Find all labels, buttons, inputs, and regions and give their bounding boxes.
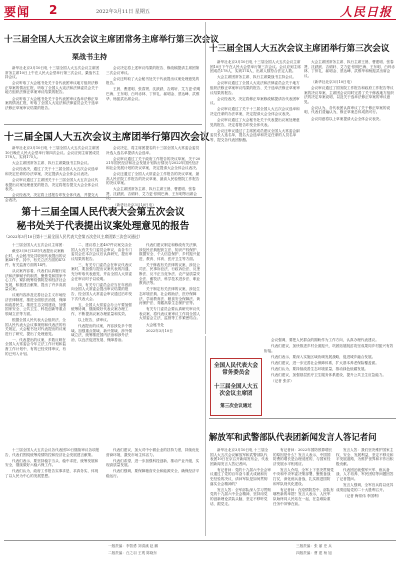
article-d-para: 十三届全国人大五次会议主席团： <box>12 243 66 247</box>
section-rule <box>4 124 202 125</box>
article-e-para: 有记者问：2022年国防预算增长的原因是什么？发言人表示，中国国防费的增长是合理适度的，与国家经济发展水平相适应。 <box>273 448 333 466</box>
article-e-para: 代表团还就强军兴军、练兵备战、人才培养、军民团结等问题回答了记者提问。 <box>336 467 394 482</box>
article-c-para: （新华社北京3月10日电） <box>113 202 156 207</box>
article-d-para: 以上报告，请审议。 <box>78 317 111 322</box>
article-d-para: 关于制定有关法律的议案，涉及生态环境法典、社会救助法、医疗保障法、学前教育法、粮食安全保障法、黄河保护法、青藏高原生态保护法等。 <box>139 287 201 306</box>
article-d-para: 有关专门委员会要认真研究审议代表议案，将代表议案审议工作同全国人大常委会立法、监督等工作紧密结合。 <box>139 307 201 321</box>
article-e-para: 发言人介绍，全军上下坚决贯彻党中央和中央军委决策部署，聚焦备战打仗，深化练兵备战，扎实推进国防和军队现代化建设。 <box>273 467 334 486</box>
article-e-col1 <box>210 448 271 536</box>
footer-editors-1: 一版责编：李智勇 刘涓溪 赵 鹏 <box>108 544 159 548</box>
article-b-para: （新华社北京3月10日电） <box>311 79 354 84</box>
article-d-para: 四、有关专门委员会应当在年底前向全国人大常委会提出审议结果的报告，经全国人大常委会审议通过后印发下次代表大会。 <box>71 282 133 301</box>
article-e-para: 有记者问：党的十九届六中全会审议通过了党的百年奋斗重大成就和历史经验的决议，请问军队是如何贯彻落实全会精神的？ <box>210 467 271 486</box>
article-d-para: 代表们建议制定和修改有关法律，涉及民法典配套立法、知识产权保护、数据安全、个人信息保护、乡村振兴促进、教育、体育、医疗卫生等方面。 <box>139 243 201 261</box>
article-e-col2 <box>273 448 334 536</box>
article-g-para: 代表们建议，加快推进乡村全面振兴，巩固拓展脱贫攻坚成果同乡村振兴有效衔接。 <box>264 344 394 353</box>
article-a-para: 会议听取了大会秘书处关于各代表团审议地方组织法修正草案的情况汇报，听取了全国人大宪法和法律委员会关于地方组织法修正草案审议结果的报告。 <box>5 81 99 95</box>
article-e-para: 新华社北京3月10日电 十三届全国人大五次会议解放军和武警部队代表团10日在京召开新闻发布会，代表团新闻发言人答记者问。 <box>210 448 269 466</box>
article-d-para: 一、代表提出的议案，多数反映在全国人大常委会今年立法工作计划和监督工作计划中，有的已经安排审议，有的已列入计划。 <box>5 337 67 356</box>
article-e-para: 发言人答：我们坚决维护国家主权、安全、发展利益，坚定不移走和平发展道路，为维护世界和平作出积极贡献。 <box>336 448 394 466</box>
article-b-para: 会议审议通过了全国人大宪法和法律委员会关于地方组织法修正草案审议结果的报告、关于选举法修正草案审议结果的报告。 <box>210 81 300 95</box>
article-f-para: 代表们表示，要坚持稳字当头、稳中求进，统筹发展和安全，继续做好六稳六保工作。 <box>5 458 99 468</box>
article-g-para: 代表们建议，加强基层医疗卫生服务体系建设，提升公共卫生应急能力。 <box>271 373 386 378</box>
article-b-para: 会议审议通过了关于十三届全国人大五次会议选举和决定任命的办法草案，决定提请大会全体会议表决。 <box>210 107 300 116</box>
article-a-col1 <box>5 66 101 121</box>
article-d-col2 <box>71 243 135 443</box>
article-d-para: 三、有关专门委员会在审议代表议案时，要加强与提出议案代表的沟通，充分听取代表意见，并由全国人大常委会在审议时予以说明。 <box>71 262 133 281</box>
article-d-para: 关于修改有关法律的议案，涉及公司法、民事诉讼法、行政诉讼法、反垄断法、反不正当竞争法、农产品质量安全法、畜牧法、科学技术进步法、职业教育法等。 <box>139 262 201 286</box>
footer-editors-3: 三版责编：张 丽 史 兵 <box>296 544 332 548</box>
article-b-para: 会议认为，各代表团认真审议了关于修正草案的说明，代表们普遍认为，修正草案总体成熟可行。 <box>304 105 391 115</box>
article-d-para: 代表提出的议案，内容涉及多个领域。加强重点领域、新兴领域、涉外领域立法，统筹推进国内法治和涉外法治，以良法促进发展、保障善治。 <box>71 324 133 342</box>
article-d-col1 <box>5 243 67 443</box>
section-name: 要闻 <box>4 5 31 19</box>
article-b-col1 <box>210 60 301 332</box>
headline-standing-chairs-meeting: 十三届全国人大五次会议主席团常务主席举行第三次会议 <box>4 35 219 45</box>
page-number: 2 <box>49 3 58 17</box>
section-rule <box>4 197 202 198</box>
pullquote-line1: 全国人民代表大会常务委员会 <box>213 363 258 376</box>
headline-report-line2: 秘书处关于代表提出议案处理意见的报告 <box>16 221 190 232</box>
article-d-para: 2022年3月10日 <box>146 328 173 333</box>
article-c-col1 <box>5 146 101 202</box>
article-c-para: 新华社北京3月10日电 十三届全国人大五次会议主席团10日晚在人民大会堂举行第四次会议。会议应到主席团成员178人，实到175人。 <box>5 146 100 160</box>
article-e-para: 有记者问：在疫情防控中，部队有哪些新的举措？发言人表示，人民军队始终同人民站在一起，在急难险重任务中冲锋在前。 <box>273 487 334 506</box>
pullquote-line3: 第三次会议通过 <box>220 404 252 409</box>
article-c-para: 会议审议通过了关于政府工作报告的决议草案、关于2021年国民经济和社会发展计划执行情况与2022年国民经济和社会发展计划的决议草案，决定提请大会全体会议表决。 <box>106 156 201 170</box>
article-b-para: 会议同意将以上草案提请大会全体会议表决。 <box>311 116 383 121</box>
article-g-col <box>264 338 396 434</box>
article-d-para: 议案内容涉及完善社会主义市场经济法律制度，推进全面依法治国，保障和改善民生，推进生态文明建设，加强国家安全、公共卫生、科技创新等重点领域立法等方面。 <box>5 293 67 316</box>
article-d-para: 根据全国人民代表大会组织法、全国人民代表大会议事规则和代表法的有关规定，大会秘书处对代表提出的议案进行了研究，提出了处理意见。 <box>5 317 67 336</box>
article-f-para: 十三届全国人大五次会议各代表团10日继续审议各项报告，代表们围绕统筹疫情防控和经济社会发展建言献策。 <box>5 448 100 457</box>
article-d-para: 从议案内容看，代表们认真履行宪法和法律赋予的职责，聚焦党和国家中心工作，紧扣统筹疫情防控和经济社会发展，积极建言献策，提出了许多高质量议案。 <box>5 268 67 292</box>
article-c-para: 会议决定，将主席团提名的十三届全国人大常委会委员补选人选名单提请大会选举。 <box>106 146 200 155</box>
article-a-para: 新华社北京3月10日电 十三届全国人大五次会议主席团常务主席10日上午在人民大会堂举行第三次会议，栗战书主持会议。 <box>5 66 100 80</box>
article-g-para: 代表们表示，要深入实施区域协调发展战略，促进城乡融合发展。 <box>271 354 376 359</box>
article-d-para: 二、建议将上述487件议案交由全国人大有关专门委员会审议，由各专门委员会在本次会议后认真研究，提出审议结果的报告。 <box>71 243 133 261</box>
article-b-para: 新华社北京3月10日电 十三届全国人大五次会议主席团10日下午在人民大会堂举行第三次会议。会议应到主席团成员178人，实到174人，出席人数符合法定人数。 <box>210 60 301 74</box>
article-c-para: 会议审议通过了主席团关于十三届全国人大五次会议代表提出议案处理意见的报告，决定将报告提交大会全体会议表决。 <box>5 178 99 192</box>
article-b-para: 大会主席团常务主席、执行主席王晨、曹建明、张春贤、沈跃跃、吉炳轩、艾力更·依明巴海、王东明、白玛赤林、丁仲礼、郝明金、蔡达峰、武维华和杨振武出席会议。 <box>304 60 395 78</box>
article-a-col2 <box>106 66 202 121</box>
article-c-para: 大会主席团常务主席、执行主席王晨、曹建明、张春贤、沈跃跃、吉炳轩、艾力更·依明巴海、王东明等出席会议。 <box>106 187 197 201</box>
article-b-para: 会议还审议通过了主席团成员建议全国人大常委会副委员长人选名单，提名大会选举和决定任命的人员名单等，提交各代表团酝酿。 <box>210 128 300 142</box>
article-g-para: 代表们建议，进一步完善社会保障体系，扩大基本养老保险覆盖面。 <box>271 360 379 365</box>
article-a-para: 会议还听取了大会秘书处关于代表提出议案处理意见的报告。 <box>106 76 200 86</box>
article-d-para: 大会秘书处 <box>146 322 164 327</box>
article-b-para: 会议经表决，决定将修正草案修改稿提请各代表团审议。 <box>210 96 300 106</box>
article-c-col2 <box>106 146 202 207</box>
article-f-para: 代表们希望，进一步加强科技创新，推动产业升级，实现高质量发展。 <box>106 458 200 468</box>
headline-presidium-fourth-meeting: 十三届全国人大五次会议主席团举行第四次会议 <box>4 132 210 143</box>
report-subheading: （2022年3月10日第十三届全国人民代表大会第五次会议主席团第三次会议通过） <box>4 234 143 239</box>
article-e-para: 发言人答：全军部队深入学习贯彻党的十九届六中全会精神，坚持用党的创新理论武装头脑，坚定不移听党话、跟党走。 <box>210 487 271 506</box>
headline-pla-press-conference: 解放军和武警部队代表团新闻发言人答记者问 <box>209 432 377 442</box>
article-g-para: （记者 张洋） <box>271 379 294 384</box>
issue-date: 2022年3月11日 星期五 <box>96 9 150 15</box>
footer-editors-4: 四版责编：曹 建 杨 旭 <box>296 551 332 555</box>
article-f-para: 代表们建议，加大对中小微企业的扶持力度，持续优化营商环境，激发市场主体活力。 <box>106 448 200 457</box>
headline-presidium-third-meeting: 十三届全国人大五次会议主席团举行第三次会议 <box>209 44 390 54</box>
article-c-para: 会议经表决，通过了关于十三届全国人大五次会议选举和决定任命的办法草案，决定提请大会全体会议表决。 <box>5 167 99 176</box>
newspaper-logo: 人民日报 <box>339 5 392 19</box>
footer-rule <box>4 540 396 541</box>
article-a-para: 会议决定将上述审议结果的报告、修改稿提请主席团第三次会议审议。 <box>106 66 200 75</box>
article-g-para: 代表们认为，要持续改善生态环境质量，推动绿色低碳发展。 <box>271 366 369 371</box>
pullquote-box <box>210 358 262 416</box>
article-f-col2 <box>106 448 202 533</box>
article-d-para: 五、全国人大常委会办公厅要加强统筹协调，继续做好代表议案办理工作，不断提高议案办理质量和实效。 <box>71 302 132 316</box>
footer-editors-2: 二版责编：白之羽 王观 陈晓东 <box>108 551 158 555</box>
article-e-para: 发言人强调，全军官兵将以优异成绩迎接党的二十大胜利召开。 <box>336 483 394 492</box>
article-a-para: 会议听取了大会秘书处关于各代表团审议选举法修正草案的情况汇报，听取了全国人大宪法和法律委员会关于选举法修正草案审议结果的报告。 <box>5 96 99 110</box>
article-c-para: 会议经表决，决定将上述报告印发全体代表，并提交大会表决。 <box>5 193 99 202</box>
article-b-para: 会议审议通过了国务院工作报告和政府工作报告等议案的决议草案，主席团会议同时完善了关于修改地方组织法的决定草案说明，以及关于选举法修正草案的审议意见。 <box>304 85 394 104</box>
article-d-para: 截至3月8日12时代表提出议案截止时，大会秘书处共收到代表提出的议案487件。其中，有关立法方面的473件，有关监督方面的14件。 <box>5 249 67 267</box>
article-c-para: 会议还通过了全国人大常委会工作报告的决议草案、最高人民法院工作报告的决议草案、最高人民检察院工作报告的决议草案。 <box>106 171 200 186</box>
section-rule <box>209 418 396 419</box>
article-b-para: 会议审议通过了大会秘书处关于代表提出议案处理意见的报告，决定将报告印发全体代表。 <box>210 118 300 127</box>
article-e-col3 <box>336 448 396 536</box>
article-c-para: 大会主席团常务主席、执行主席栗战书主持会议。 <box>12 161 92 166</box>
pullquote-line2: 十三届全国人大五次会议主席团 <box>213 384 258 397</box>
article-e-para: （记者 梅常伟 李国利） <box>343 493 382 498</box>
article-a-para: 王晨、曹建明、张春贤、沈跃跃、吉炳轩、艾力更·依明巴海、王东明、白玛赤林、丁仲礼、郝明金、蔡达峰、武维华、杨振武出席会议。 <box>106 87 201 101</box>
masthead <box>4 3 396 20</box>
column-divider <box>205 336 206 536</box>
article-f-col1 <box>5 448 101 533</box>
article-b-col2 <box>304 60 396 332</box>
article-d-col3 <box>139 243 202 443</box>
byline-presider: 栗战书主持 <box>72 52 107 61</box>
column-divider <box>205 22 206 334</box>
headline-report-line1: 第十三届全国人民代表大会第五次会议 <box>21 207 185 218</box>
article-b-para: 大会主席团常务主席、执行主席栗战书主持会议。 <box>217 75 297 80</box>
article-f-para: 代表们强调，要保障粮食安全和能源安全，确保经济平稳运行。 <box>106 469 200 478</box>
article-g-para: 会议强调，要把人民群众的期盼作为工作方向，认真办理代表建议。 <box>271 338 379 342</box>
article-f-para: 代表们认为，政府工作报告实事求是、求真务实，体现了以人民为中心的发展思想。 <box>5 469 99 478</box>
